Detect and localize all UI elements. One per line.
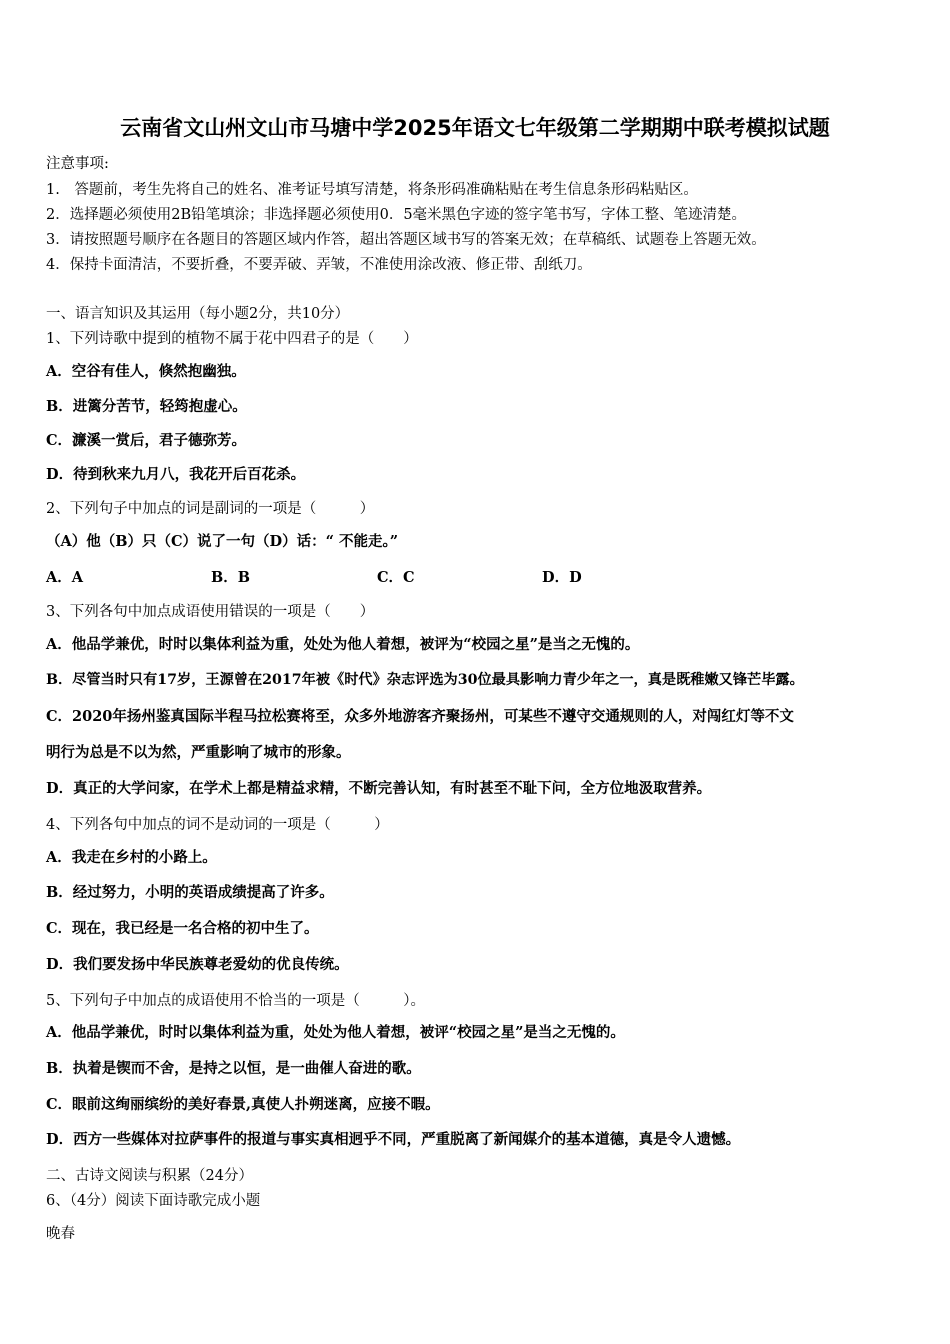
question-stem: 2、下列句子中加点的词是副词的一项是（ ） — [46, 501, 375, 517]
answer-option: B．尽管当时只有17岁，王源曾在2017年被《时代》杂志评选为30位最具影响力青少年之一，真是既稚嫩又锋芒毕露。 — [46, 672, 804, 688]
notice-heading: 注意事项: — [46, 156, 109, 172]
answer-option: B．经过努力，小明的英语成绩提高了许多。 — [46, 884, 334, 901]
answer-option-continued: 明行为总是不以为然，严重影响了城市的形象。 — [46, 744, 351, 761]
page-title: 云南省文山州文山市马塘中学2025年语文七年级第二学期期中联考模拟试题 — [120, 116, 830, 140]
answer-option: D．真正的大学问家，在学术上都是精益求精，不断完善认知，有时甚至不耻下问，全方位地汲取营养。 — [46, 780, 712, 797]
question-stem: 1、下列诗歌中提到的植物不属于花中四君子的是（ ） — [46, 331, 418, 347]
notice-item: 1. 答题前，考生先将自己的姓名、准考证号填写清楚，将条形码准确粘贴在考生信息条形码粘贴区。 — [46, 182, 698, 198]
question-stem: 6、（4分）阅读下面诗歌完成小题 — [46, 1193, 261, 1209]
answer-option: D．D — [542, 569, 582, 586]
notice-item: 3．请按照题号顺序在各题目的答题区域内作答，超出答题区域书写的答案无效；在草稿纸、试题卷上答题无效。 — [46, 232, 766, 248]
answer-option: C．现在，我已经是一名合格的初中生了。 — [46, 920, 319, 937]
question-sentence: （A）他（B）只（C）说了一句（D）话：“ 不能走。” — [46, 533, 399, 550]
answer-option: A．空谷有佳人，倏然抱幽独。 — [46, 363, 246, 380]
answer-option: B．进篱分苦节，轻筠抱虚心。 — [46, 398, 247, 415]
question-stem: 5、下列句子中加点的成语使用不恰当的一项是（ ）。 — [46, 993, 425, 1009]
answer-option: A．A — [46, 569, 84, 586]
notice-item: 2．选择题必须使用2B铅笔填涂；非选择题必须使用0．5毫米黑色字迹的签字笔书写，字体工整、笔迹清楚。 — [46, 207, 747, 223]
notice-item: 4．保持卡面清洁，不要折叠，不要弄破、弄皱，不准使用涂改液、修正带、刮纸刀。 — [46, 257, 592, 273]
question-stem: 4、下列各句中加点的词不是动词的一项是（ ） — [46, 817, 389, 833]
answer-option: A．我走在乡村的小路上。 — [46, 849, 217, 866]
question-stem: 3、下列各句中加点成语使用错误的一项是（ ） — [46, 604, 375, 620]
poem-title: 晚春 — [46, 1226, 75, 1242]
section-heading: 二、古诗文阅读与积累（24分） — [46, 1168, 253, 1184]
answer-option: D．待到秋来九月八，我花开后百花杀。 — [46, 466, 306, 483]
answer-option: A．他品学兼优，时时以集体利益为重，处处为他人着想，被评为“校园之星”是当之无愧的。 — [46, 636, 640, 653]
answer-option: A．他品学兼优，时时以集体利益为重，处处为他人着想，被评“校园之星”是当之无愧的。 — [46, 1024, 625, 1041]
answer-option: C．濂溪一赏后，君子德弥芳。 — [46, 432, 247, 449]
answer-option: D．西方一些媒体对拉萨事件的报道与事实真相迥乎不同，严重脱离了新闻媒介的基本道德，真是令人遗憾。 — [46, 1131, 741, 1148]
answer-option: B．B — [211, 569, 251, 586]
answer-option: B．执着是锲而不舍，是持之以恒，是一曲催人奋进的歌。 — [46, 1060, 421, 1077]
section-heading: 一、语言知识及其运用（每小题2分，共10分） — [46, 306, 350, 322]
answer-option: C．2020年扬州鉴真国际半程马拉松赛将至，众多外地游客齐聚扬州，可某些不遵守交通规则的人，对闯红灯等不文 — [46, 708, 794, 725]
answer-option: C．C — [377, 569, 415, 586]
answer-option: C．眼前这绚丽缤纷的美好春景,真使人扑朔迷离，应接不暇。 — [46, 1096, 440, 1113]
answer-option: D．我们要发扬中华民族尊老爱幼的优良传统。 — [46, 956, 349, 973]
